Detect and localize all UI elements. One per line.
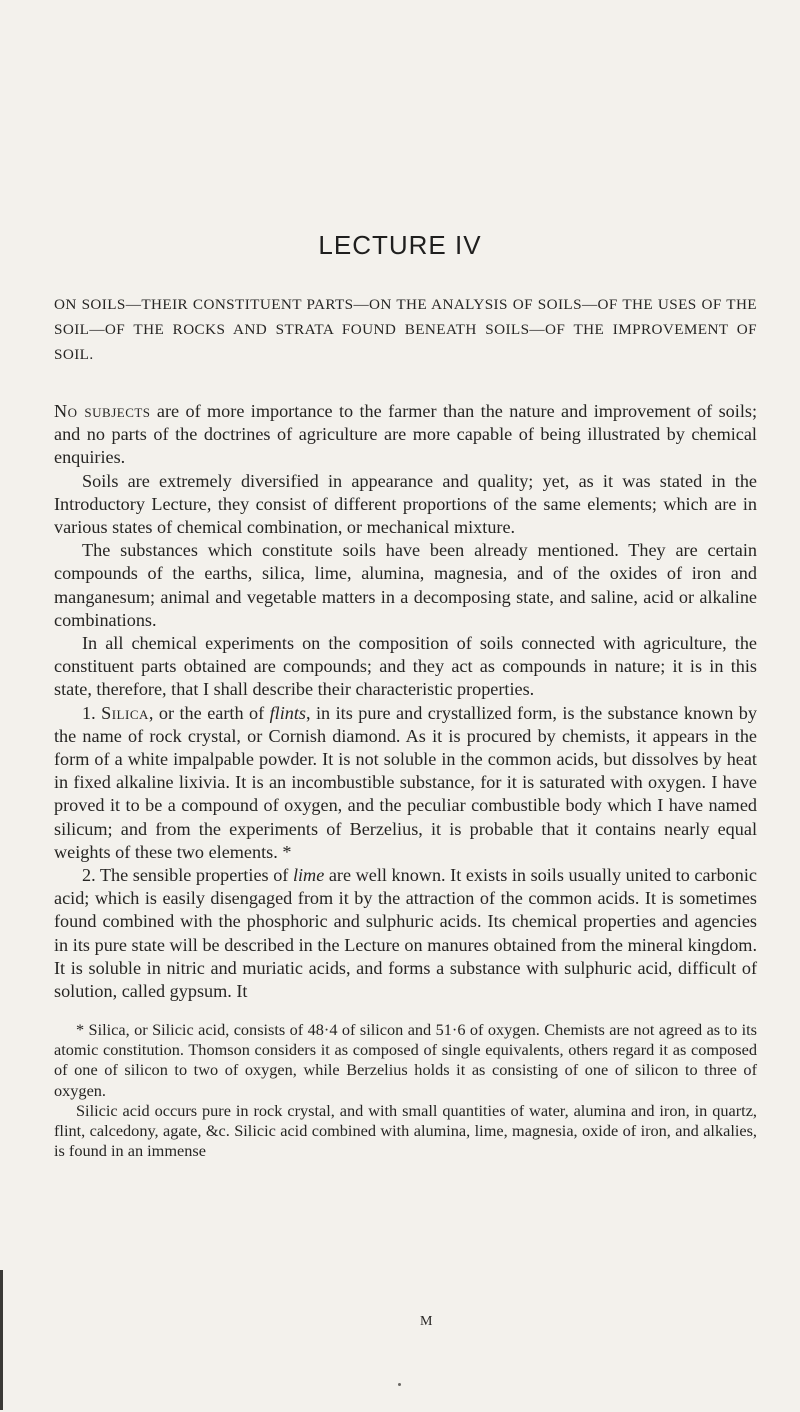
paragraph-6-part2: are well known. It exists in soils usually united to carbonic acid; which is easily disengaged from it by the attraction of the common acids. It is sometimes found combined with the phosphoric and sulphuric acids. Its chemical properties and agencies in its pure state will be described in the Lecture on manures obtained from the mineral kingdom. It is soluble in nitric and muriatic acids, and forms a substance with sulphuric acid, difficult of solution, called gypsum. It (54, 865, 757, 1002)
footnote-1: * Silica, or Silicic acid, consists of 48·4 of silicon and 51·6 of oxygen. Chemists are not agreed as to its atomic constitution. Thomson considers it as composed of single equivalents, others regard it as composed of one of silicon to two of oxygen, while Berzelius holds it as consisting of one of silicon to three of oxygen. (54, 1020, 757, 1100)
paragraph-5-part2: , in its pure and crystallized form, is the substance known by the name of rock crystal, or Cornish diamond. As it is procured by chemists, it appears in the form of a white impalpable powder. It is not soluble in the common acids, but dissolves by heat in fixed alkaline lixivia. It is an incombustible substance, for it is saturated with oxygen. I have proved it to be a compound of oxygen, and the peculiar combustible body which I have named silicum; and from the experiments of Berzelius, it is probable that it contains nearly equal weights of these two elements. (54, 702, 757, 862)
paragraph-5-part1: , or the earth of (148, 702, 270, 723)
paragraph-5 (54, 702, 757, 864)
paragraph-5-italic: flints (269, 702, 306, 723)
paragraph-6-part1: 2. The sensible properties of (82, 865, 293, 886)
footnotes (54, 1020, 757, 1161)
paragraph-6 (54, 864, 757, 1003)
paragraph-1-lead: No subjects (54, 401, 151, 421)
paragraph-6-italic: lime (292, 865, 325, 886)
paragraph-1 (54, 400, 757, 470)
page-edge-shadow (0, 1270, 3, 1410)
signature-mark: M (420, 1314, 434, 1329)
paragraph-3: The substances which constitute soils have been already mentioned. They are certain compounds of the earths, silica, lime, alumina, magnesia, and of the oxides of iron and manganesum; animal and vegetable matters in a decomposing state, and saline, acid or alkaline combinations. (54, 540, 757, 630)
body-text (54, 400, 757, 1003)
footnote-2: Silicic acid occurs pure in rock crystal, and with small quantities of water, alumina and iron, in quartz, flint, calcedony, agate, &c. Silicic acid combined with alumina, lime, magnesia, oxide of iron, and alkalies, is found in an immense (54, 1100, 757, 1160)
speck-mark (398, 1383, 401, 1386)
paragraph-4: In all chemical experiments on the composition of soils connected with agriculture, the constituent parts obtained are compounds; and they act as compounds in nature; it is in this state, therefore, that I shall describe their characteristic properties. (54, 633, 757, 700)
page-content (54, 292, 757, 1161)
paragraph-5-term: Silica (101, 702, 149, 723)
paragraph-2: Soils are extremely diversified in appearance and quality; yet, as it was stated in the Introductory Lecture, they consist of different proportions of the same elements; which are in various states of chemical combination, or mechanical mixture. (54, 470, 757, 538)
paragraph-5-number: 1. (82, 702, 102, 723)
paragraph-1-rest: are of more importance to the farmer than the nature and improvement of soils; and no parts of the doctrines of agriculture are more capable of being illustrated by chemical enquiries. (54, 401, 757, 468)
footnote-marker: * (277, 841, 292, 862)
lecture-title: LECTURE IV (318, 230, 482, 260)
chapter-subheading: ON SOILS—THEIR CONSTITUENT PARTS—ON THE ANALYSIS OF SOILS—OF THE USES OF THE SOIL—OF THE ROCKS AND STRATA FOUND BENEATH SOILS—OF THE IMPROVEMENT OF SOIL. (54, 296, 757, 363)
